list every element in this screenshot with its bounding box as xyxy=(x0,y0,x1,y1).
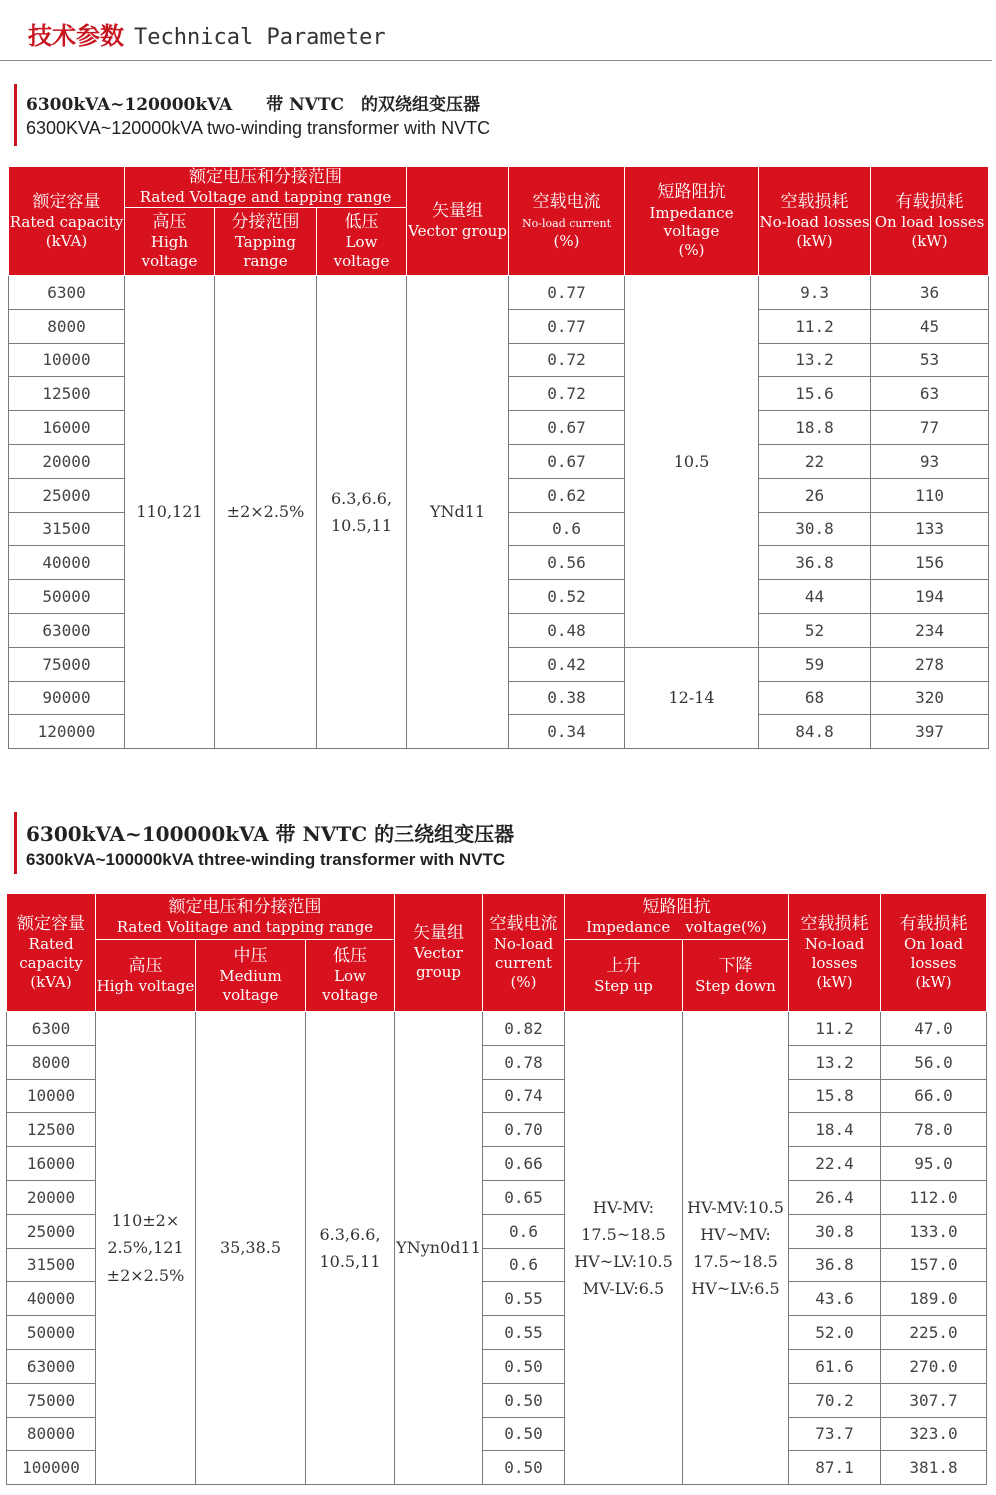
cell-capacity: 40000 xyxy=(7,1282,96,1316)
cell-noload-losses: 61.6 xyxy=(789,1349,881,1383)
cell-high-voltage: 110,121 xyxy=(125,276,215,749)
cell-vector-group: YNd11 xyxy=(407,276,509,749)
cell-noload-losses: 73.7 xyxy=(789,1417,881,1451)
header-noload-losses: 空载损耗 No-load losses (kW) xyxy=(789,894,881,1012)
cell-load-losses: 95.0 xyxy=(881,1147,987,1181)
cell-noload-current: 0.34 xyxy=(509,715,625,749)
cell-low-voltage: 6.3,6.6, 10.5,11 xyxy=(306,1012,395,1485)
header-tapping-range: 分接范围 Tapping range xyxy=(215,208,317,276)
cell-load-losses: 110 xyxy=(871,478,989,512)
cell-load-losses: 225.0 xyxy=(881,1316,987,1350)
cell-load-losses: 270.0 xyxy=(881,1349,987,1383)
cell-noload-losses: 87.1 xyxy=(789,1451,881,1485)
header-noload-losses: 空载损耗 No-load losses (kW) xyxy=(759,167,871,276)
cell-capacity: 63000 xyxy=(7,1349,96,1383)
cell-noload-losses: 68 xyxy=(759,681,871,715)
cell-noload-losses: 13.2 xyxy=(789,1045,881,1079)
cell-load-losses: 156 xyxy=(871,546,989,580)
cell-load-losses: 278 xyxy=(871,647,989,681)
cell-load-losses: 189.0 xyxy=(881,1282,987,1316)
header-rated-voltage: 额定电压和分接范围 Rated Voltage and tapping range xyxy=(125,167,407,208)
cell-capacity: 16000 xyxy=(9,411,125,445)
cell-noload-current: 0.62 xyxy=(509,478,625,512)
cell-capacity: 50000 xyxy=(9,580,125,614)
header-high-voltage: 高压 High voltage xyxy=(96,940,196,1012)
page-title xyxy=(28,16,386,51)
cell-noload-current: 0.78 xyxy=(483,1045,565,1079)
header-load-losses: 有载损耗 On load losses (kW) xyxy=(871,167,989,276)
cell-noload-current: 0.67 xyxy=(509,411,625,445)
header-medium-voltage: 中压 Medium voltage xyxy=(196,940,306,1012)
section2-title-cn: 6300kVA~100000kVA 带 NVTC 的三绕组变压器 xyxy=(26,822,515,846)
cell-capacity: 20000 xyxy=(9,444,125,478)
cell-vector-group: YNyn0d11 xyxy=(395,1012,483,1485)
cell-noload-losses: 15.8 xyxy=(789,1079,881,1113)
cell-noload-current: 0.82 xyxy=(483,1012,565,1046)
cell-capacity: 10000 xyxy=(9,343,125,377)
cell-capacity: 8000 xyxy=(7,1045,96,1079)
cell-load-losses: 93 xyxy=(871,444,989,478)
page-header xyxy=(0,0,996,62)
cell-noload-current: 0.38 xyxy=(509,681,625,715)
cell-noload-current: 0.74 xyxy=(483,1079,565,1113)
section1-accent-bar xyxy=(14,84,17,146)
cell-noload-current: 0.65 xyxy=(483,1180,565,1214)
cell-load-losses: 157.0 xyxy=(881,1248,987,1282)
header-step-down: 下降 Step down xyxy=(683,940,789,1012)
cell-noload-losses: 52 xyxy=(759,613,871,647)
cell-capacity: 25000 xyxy=(9,478,125,512)
cell-noload-current: 0.50 xyxy=(483,1451,565,1485)
cell-noload-current: 0.50 xyxy=(483,1417,565,1451)
section2-title-en: 6300kVA~100000kVA thtree-winding transformer with NVTC xyxy=(26,850,506,869)
cell-load-losses: 56.0 xyxy=(881,1045,987,1079)
cell-noload-losses: 11.2 xyxy=(789,1012,881,1046)
cell-capacity: 90000 xyxy=(9,681,125,715)
section2-accent-bar xyxy=(14,812,17,874)
cell-noload-losses: 26.4 xyxy=(789,1180,881,1214)
cell-noload-current: 0.50 xyxy=(483,1349,565,1383)
cell-noload-losses: 44 xyxy=(759,580,871,614)
cell-noload-current: 0.50 xyxy=(483,1383,565,1417)
cell-load-losses: 133 xyxy=(871,512,989,546)
cell-step-up: HV-MV: 17.5~18.5 HV~LV:10.5 MV-LV:6.5 xyxy=(565,1012,683,1485)
cell-noload-current: 0.6 xyxy=(509,512,625,546)
cell-capacity: 10000 xyxy=(7,1079,96,1113)
cell-noload-losses: 59 xyxy=(759,647,871,681)
cell-load-losses: 234 xyxy=(871,613,989,647)
cell-load-losses: 112.0 xyxy=(881,1180,987,1214)
cell-impedance: 10.5 xyxy=(625,276,759,648)
cell-noload-current: 0.77 xyxy=(509,309,625,343)
cell-tapping-range: ±2×2.5% xyxy=(215,276,317,749)
cell-load-losses: 47.0 xyxy=(881,1012,987,1046)
cell-capacity: 100000 xyxy=(7,1451,96,1485)
cell-capacity: 8000 xyxy=(9,309,125,343)
cell-load-losses: 66.0 xyxy=(881,1079,987,1113)
header-divider xyxy=(0,60,992,61)
cell-noload-losses: 11.2 xyxy=(759,309,871,343)
cell-noload-current: 0.6 xyxy=(483,1248,565,1282)
cell-noload-losses: 26 xyxy=(759,478,871,512)
cell-capacity: 120000 xyxy=(9,715,125,749)
cell-capacity: 12500 xyxy=(9,377,125,411)
cell-capacity: 6300 xyxy=(9,276,125,310)
cell-noload-current: 0.55 xyxy=(483,1282,565,1316)
cell-noload-losses: 36.8 xyxy=(759,546,871,580)
three-winding-spec-table xyxy=(6,893,987,1485)
header-vector-group: 矢量组 Vector group xyxy=(395,894,483,1012)
cell-noload-losses: 18.8 xyxy=(759,411,871,445)
section1-heading xyxy=(14,84,989,146)
cell-noload-losses: 15.6 xyxy=(759,377,871,411)
cell-load-losses: 194 xyxy=(871,580,989,614)
cell-load-losses: 36 xyxy=(871,276,989,310)
cell-noload-current: 0.55 xyxy=(483,1316,565,1350)
cell-noload-losses: 43.6 xyxy=(789,1282,881,1316)
cell-load-losses: 320 xyxy=(871,681,989,715)
cell-capacity: 80000 xyxy=(7,1417,96,1451)
cell-capacity: 16000 xyxy=(7,1147,96,1181)
header-high-voltage: 高压 High voltage xyxy=(125,208,215,276)
cell-step-down: HV-MV:10.5 HV~MV: 17.5~18.5 HV~LV:6.5 xyxy=(683,1012,789,1485)
header-rated-capacity: 额定容量 Rated capacity (kVA) xyxy=(9,167,125,276)
cell-load-losses: 307.7 xyxy=(881,1383,987,1417)
section1-title-en: 6300KVA~120000kVA two-winding transformer with NVTC xyxy=(26,118,491,138)
cell-load-losses: 397 xyxy=(871,715,989,749)
cell-noload-current: 0.56 xyxy=(509,546,625,580)
cell-high-voltage: 110±2× 2.5%,121 ±2×2.5% xyxy=(96,1012,196,1485)
cell-load-losses: 381.8 xyxy=(881,1451,987,1485)
cell-noload-losses: 84.8 xyxy=(759,715,871,749)
cell-impedance: 12-14 xyxy=(625,647,759,748)
header-step-up: 上升 Step up xyxy=(565,940,683,1012)
header-load-losses: 有载损耗 On load losses (kW) xyxy=(881,894,987,1012)
cell-capacity: 6300 xyxy=(7,1012,96,1046)
cell-noload-losses: 52.0 xyxy=(789,1316,881,1350)
cell-load-losses: 63 xyxy=(871,377,989,411)
header-impedance: 短路阻抗 Impedance voltage (%) xyxy=(625,167,759,276)
cell-load-losses: 323.0 xyxy=(881,1417,987,1451)
cell-noload-current: 0.66 xyxy=(483,1147,565,1181)
cell-noload-losses: 9.3 xyxy=(759,276,871,310)
cell-noload-current: 0.6 xyxy=(483,1214,565,1248)
table-row xyxy=(7,1012,987,1046)
cell-capacity: 12500 xyxy=(7,1113,96,1147)
cell-noload-losses: 30.8 xyxy=(759,512,871,546)
cell-noload-current: 0.70 xyxy=(483,1113,565,1147)
header-noload-current: 空载电流 No-load current (%) xyxy=(509,167,625,276)
header-rated-voltage: 额定电压和分接范围 Rated Volitage and tapping range xyxy=(96,894,395,940)
header-low-voltage: 低压 Low voltage xyxy=(306,940,395,1012)
cell-capacity: 75000 xyxy=(7,1383,96,1417)
header-low-voltage: 低压 Low voltage xyxy=(317,208,407,276)
cell-load-losses: 45 xyxy=(871,309,989,343)
cell-load-losses: 78.0 xyxy=(881,1113,987,1147)
cell-noload-losses: 70.2 xyxy=(789,1383,881,1417)
cell-capacity: 31500 xyxy=(9,512,125,546)
page-title-cn: 技术参数 xyxy=(28,22,124,50)
cell-noload-losses: 22.4 xyxy=(789,1147,881,1181)
header-vector-group: 矢量组 Vector group xyxy=(407,167,509,276)
cell-noload-current: 0.77 xyxy=(509,276,625,310)
cell-capacity: 63000 xyxy=(9,613,125,647)
cell-capacity: 40000 xyxy=(9,546,125,580)
table-row xyxy=(9,276,989,310)
cell-capacity: 25000 xyxy=(7,1214,96,1248)
cell-capacity: 20000 xyxy=(7,1180,96,1214)
header-impedance: 短路阻抗 Impedance voltage(%) xyxy=(565,894,789,940)
cell-noload-losses: 18.4 xyxy=(789,1113,881,1147)
page-title-en: Technical Parameter xyxy=(134,25,386,50)
cell-noload-losses: 13.2 xyxy=(759,343,871,377)
cell-noload-losses: 30.8 xyxy=(789,1214,881,1248)
cell-noload-current: 0.52 xyxy=(509,580,625,614)
cell-noload-current: 0.72 xyxy=(509,377,625,411)
cell-capacity: 50000 xyxy=(7,1316,96,1350)
cell-capacity: 31500 xyxy=(7,1248,96,1282)
cell-noload-current: 0.72 xyxy=(509,343,625,377)
header-noload-current: 空载电流 No-load current (%) xyxy=(483,894,565,1012)
cell-noload-current: 0.67 xyxy=(509,444,625,478)
cell-load-losses: 53 xyxy=(871,343,989,377)
cell-load-losses: 133.0 xyxy=(881,1214,987,1248)
section1-title-cn: 6300kVA~120000kVA 带 NVTC 的双绕组变压器 xyxy=(26,95,481,115)
section2-heading xyxy=(14,812,989,874)
cell-medium-voltage: 35,38.5 xyxy=(196,1012,306,1485)
cell-noload-current: 0.42 xyxy=(509,647,625,681)
cell-load-losses: 77 xyxy=(871,411,989,445)
cell-noload-current: 0.48 xyxy=(509,613,625,647)
cell-noload-losses: 22 xyxy=(759,444,871,478)
cell-low-voltage: 6.3,6.6, 10.5,11 xyxy=(317,276,407,749)
cell-noload-losses: 36.8 xyxy=(789,1248,881,1282)
header-rated-capacity: 额定容量 Rated capacity (kVA) xyxy=(7,894,96,1012)
two-winding-spec-table xyxy=(8,166,989,749)
cell-capacity: 75000 xyxy=(9,647,125,681)
